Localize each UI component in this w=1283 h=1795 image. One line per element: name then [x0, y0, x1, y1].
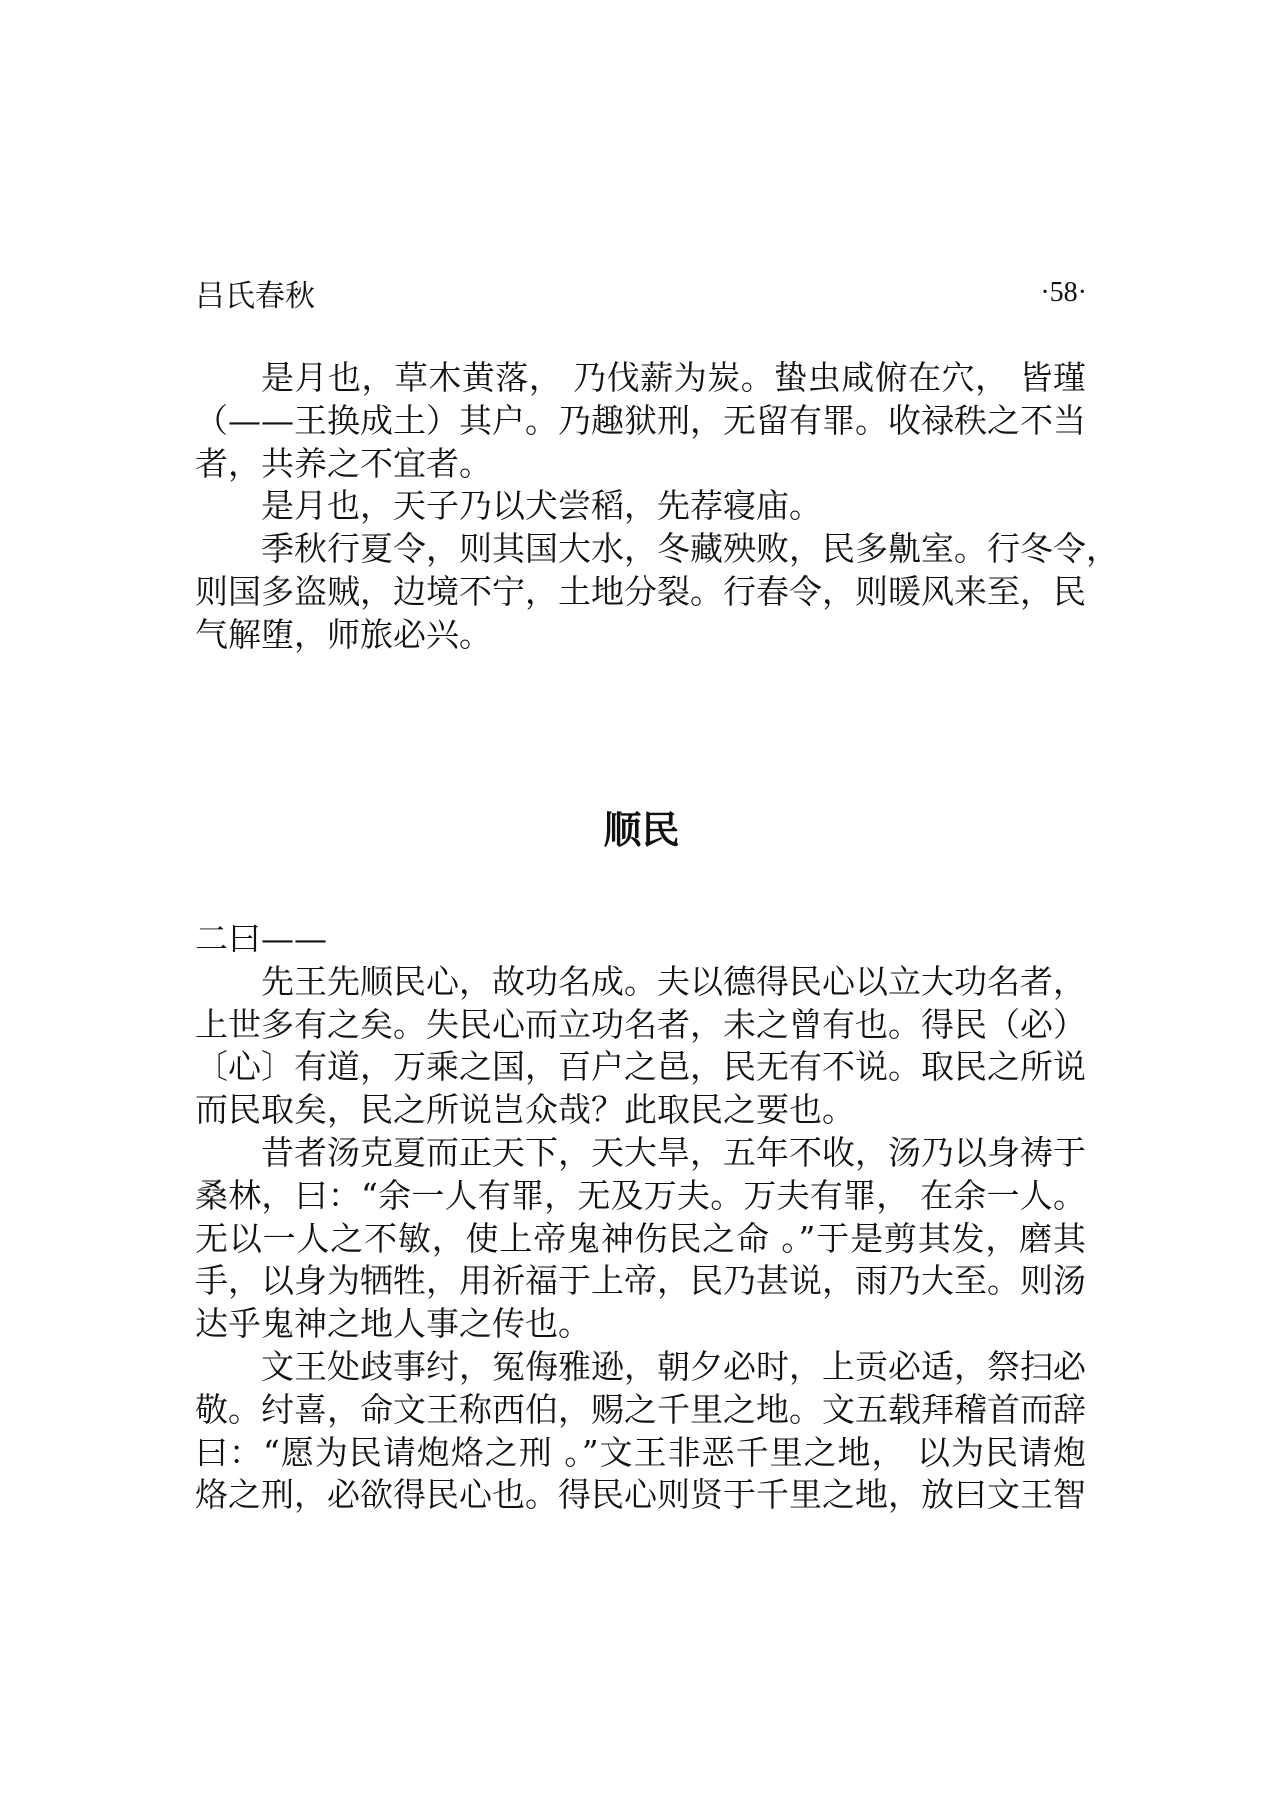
- chapter-body: [195, 918, 1086, 1517]
- text-line: 达乎鬼神之地人事之传也。: [195, 1304, 591, 1344]
- text-line: 者，共养之不宜者。: [195, 443, 492, 483]
- text-line: 〔心〕有道，万乘之国，百户之邑，民无有不说。取民之所说: [195, 1047, 1086, 1087]
- text-line: 文王处歧事纣，冤侮雅逊，朝夕必时，上贡必适，祭扫必: [261, 1346, 1086, 1386]
- paragraph: [195, 528, 1119, 656]
- paragraph: [195, 485, 1086, 528]
- text-line: 上世多有之矣。失民心而立功名者，未之曾有也。得民（必）: [195, 1004, 1086, 1044]
- book-title: 吕氏春秋: [195, 279, 315, 314]
- paragraph: [195, 961, 1086, 1132]
- text-line: 先王先顺民心，故功名成。夫以德得民心以立大功名者，: [261, 961, 1086, 1001]
- text-line: 气解堕，师旅必兴。: [195, 614, 492, 654]
- text-line: 是月也，草木黄落， 乃伐薪为炭。蛰虫咸俯在穴， 皆瑾: [261, 358, 1086, 397]
- chapter-title: 顺民: [603, 808, 680, 852]
- text-line: 无以一人之不敏，使上帝鬼神伤民之命 。”于是剪其发，磨其: [195, 1218, 1086, 1258]
- paragraph: [195, 1132, 1086, 1346]
- text-line: 则国多盗贼，边境不宁，土地分裂。行春令，则暖风来至，民: [195, 571, 1086, 611]
- text-line: 而民取矣，民之所说岂众哉？此取民之要也。: [195, 1090, 855, 1130]
- running-header: [195, 272, 1087, 314]
- text-line: 曰：“愿为民请炮烙之刑 。”文王非恶千里之地， 以为民请炮: [195, 1432, 1086, 1472]
- text-line: 季秋行夏令，则其国大水，冬藏殃败，民多鼽室。行冬令，: [261, 529, 1119, 569]
- text-line: （——王换成土）其户。乃趣狱刑，无留有罪。收禄秩之不当: [195, 400, 1086, 440]
- page-number: ·58·: [1040, 277, 1087, 308]
- text-line: 是月也，天子乃以犬尝稻，先荐寝庙。: [261, 486, 822, 526]
- chapter-intro: 二曰——: [195, 919, 327, 958]
- paragraph: [195, 357, 1086, 485]
- paragraph: [195, 1346, 1086, 1517]
- previous-chapter-text: [195, 357, 1119, 657]
- text-line: 敬。纣喜，命文王称西伯，赐之千里之地。文五载拜稽首而辞: [195, 1389, 1086, 1429]
- text-line: 桑林，曰：“余一人有罪，无及万夫。万夫有罪， 在余一人。: [195, 1175, 1086, 1215]
- text-line: 昔者汤克夏而正天下，天大旱，五年不收，汤乃以身祷于: [261, 1132, 1086, 1172]
- text-line: 手，以身为牺牲，用祈福于上帝，民乃甚说，雨乃大至。则汤: [195, 1261, 1086, 1301]
- text-line: 烙之刑，必欲得民心也。得民心则贤于千里之地，放曰文王智: [195, 1475, 1086, 1515]
